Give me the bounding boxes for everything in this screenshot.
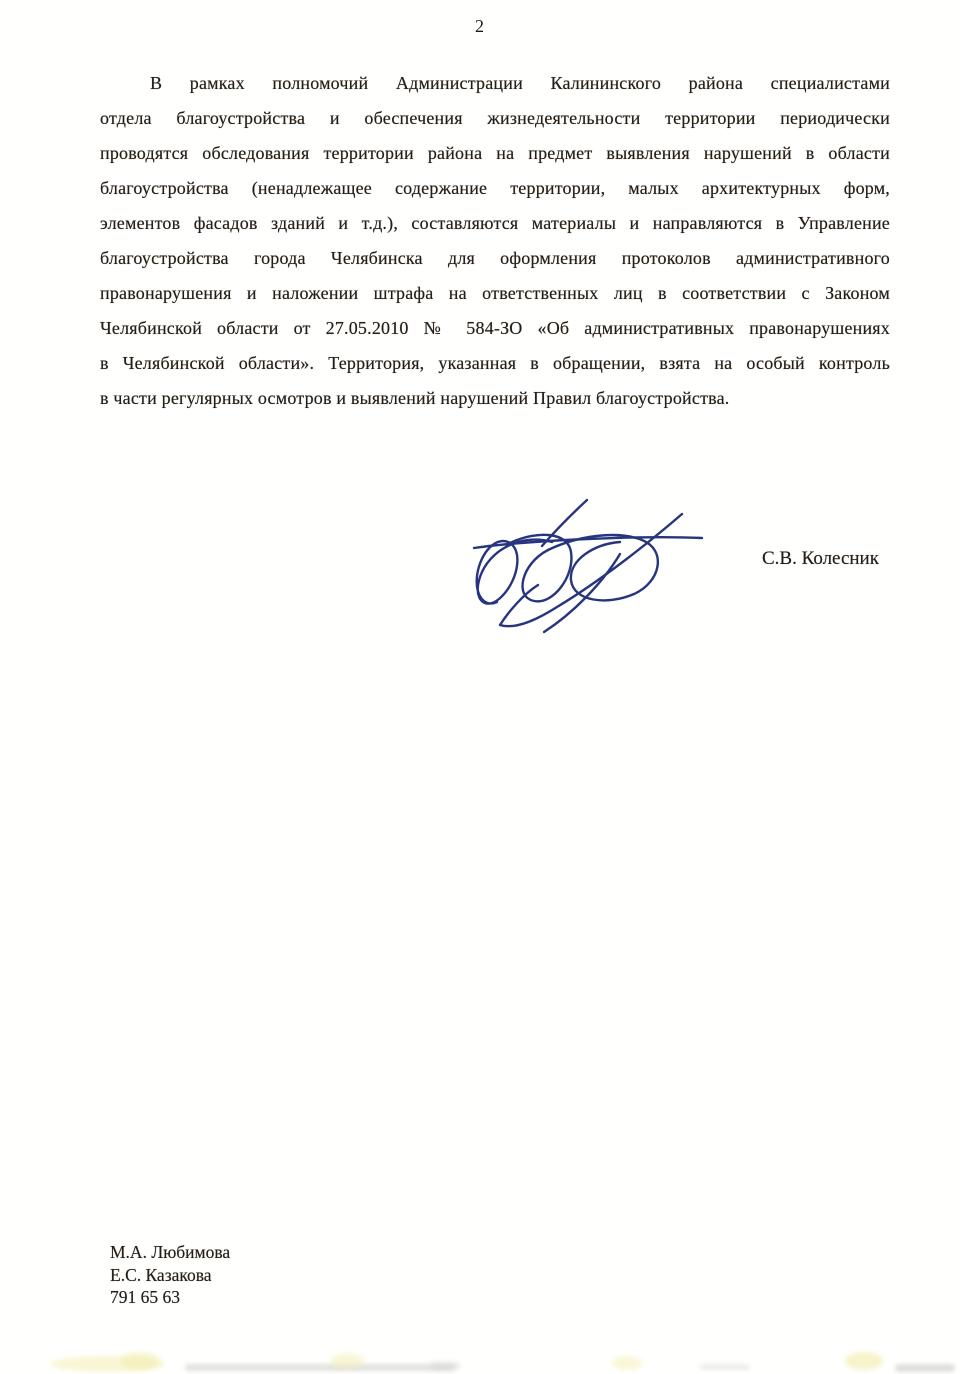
- signature-ink-strokes: [452, 492, 707, 647]
- scan-artifact: [845, 1352, 883, 1370]
- paragraph-line: благоустройства города Челябинска для оформления протоколов административного: [100, 248, 890, 268]
- contact-name: Е.С. Казакова: [110, 1264, 212, 1285]
- signatory-name: С.В. Колесник: [762, 548, 879, 569]
- contact-name: М.А. Любимова: [110, 1242, 231, 1262]
- scan-artifact: [700, 1364, 750, 1370]
- paragraph-line: правонарушения и наложении штрафа на ответственных лиц в соответствии с Законом: [100, 283, 890, 303]
- paragraph-line: в части регулярных осмотров и выявлений нарушений Правил благоустройства.: [100, 388, 730, 408]
- paragraph-line: благоустройства (ненадлежащее содержание территории, малых архитектурных форм,: [100, 178, 890, 198]
- paragraph-line: Челябинской области от 27.05.2010 № 584-ЗО «Об административных правонарушениях: [100, 318, 890, 338]
- paragraph-line: отдела благоустройства и обеспечения жизнедеятельности территории периодически: [100, 108, 890, 128]
- body-paragraph: [100, 66, 890, 416]
- footer-contacts: [110, 1241, 230, 1309]
- scan-artifact: [50, 1356, 165, 1372]
- page-number: 2: [475, 16, 485, 36]
- paragraph-line: В рамках полномочий Администрации Калининского района специалистами: [150, 73, 890, 93]
- paragraph-line: проводятся обследования территории района на предмет выявления нарушений в области: [100, 143, 890, 163]
- scan-artifact: [895, 1364, 955, 1372]
- paragraph-line: в Челябинской области». Территория, указанная в обращении, взята на особый контроль: [100, 353, 890, 373]
- scan-artifact: [185, 1364, 455, 1371]
- scan-artifact: [330, 1353, 365, 1369]
- handwritten-signature: [452, 492, 707, 647]
- contact-phone: 791 65 63: [110, 1287, 180, 1307]
- paragraph-line: элементов фасадов зданий и т.д.), составляются материалы и направляются в Управление: [100, 213, 890, 233]
- scan-artifact: [430, 1362, 460, 1370]
- scan-artifact: [612, 1356, 642, 1370]
- scan-artifact: [120, 1352, 160, 1370]
